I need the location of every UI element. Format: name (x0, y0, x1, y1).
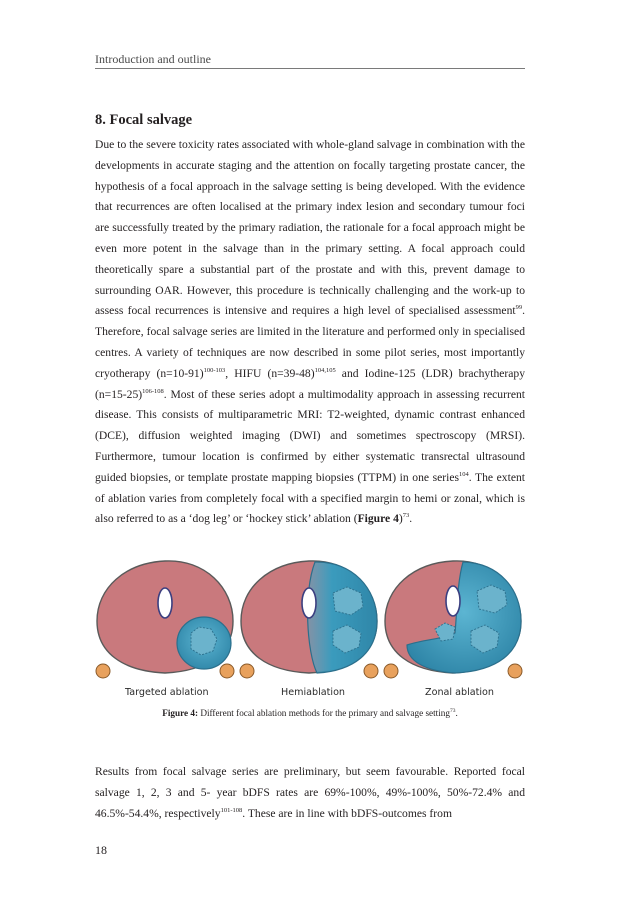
paragraph-text: , HIFU (n=39-48) (225, 366, 315, 380)
label-targeted-ablation: Targeted ablation (125, 687, 209, 698)
reference-superscript[interactable]: 104,105 (314, 366, 336, 374)
reference-superscript[interactable]: 73 (402, 512, 410, 520)
reference-superscript[interactable]: 101-108 (220, 806, 243, 814)
reference-superscript[interactable]: 104 (459, 470, 469, 478)
paragraph-text: Results from focal salvage series are preliminary, but seem favourable. Reported focal salvage 1, 2, 3 and 5- year bDFS rates are 69%-100%, 49%-100%, 50%-72.4% and 46.5%-54.4%, respectively (95, 765, 525, 820)
paragraph-text: . The extent of ablation varies from completely focal with a specified margin to hemi or zonal, which is also referred to as a ‘dog leg’ or ‘hockey stick’ ablation ( (95, 470, 525, 526)
figure-reference[interactable]: Figure 4 (357, 512, 399, 526)
prostate-targeted (96, 561, 234, 678)
reference-superscript[interactable]: 100-103 (203, 366, 226, 374)
paragraph-results (95, 762, 525, 824)
caption-label: Figure 4: (162, 708, 199, 718)
caption-text: . (455, 708, 458, 718)
reference-superscript[interactable]: 99 (515, 304, 523, 312)
prostate-zonal-ablation (384, 561, 522, 678)
label-hemiablation: Hemiablation (281, 687, 346, 698)
prostate-hemiablation (240, 561, 378, 678)
figure-caption (95, 708, 525, 718)
label-zonal-ablation: Zonal ablation (425, 687, 495, 698)
paragraph-text: and Iodine-125 (LDR) brachytherapy (n=15-25) (95, 366, 525, 401)
reference-superscript[interactable]: 106-108 (142, 387, 164, 395)
paragraph-text: ) (398, 512, 403, 526)
reference-superscript[interactable]: 73 (449, 708, 456, 714)
paragraph-text: . Therefore, focal salvage series are limited in the literature and performed only in specialised centres. A variety of techniques are now described in some pilot series, most importantly cryotherapy (n=10-91) (95, 304, 525, 380)
paragraph-text: . (409, 512, 413, 526)
ablation-illustration (95, 553, 525, 683)
running-header: Introduction and outline (95, 52, 211, 66)
figure-ablation-methods (95, 553, 525, 703)
paragraph-text: . These are in line with bDFS-outcomes from (242, 806, 452, 820)
section-title: 8. Focal salvage (95, 112, 193, 128)
caption-text: Different focal ablation methods for the primary and salvage setting (198, 708, 450, 718)
page-number: 18 (95, 843, 107, 857)
paragraph-text: . Most of these series adopt a multimodality approach in assessing recurrent disease. This consists of multiparametric MRI: T2-weighted, dynamic contrast enhanced (DCE), diffusion weighted imaging (DWI) and sometimes spectroscopy (MRSI). Furthermore, tumour location is confirmed by either systematic transrectal ultrasound guided biopsies, or template prostate mapping biopsies (TTPM) in one series (95, 387, 525, 484)
paragraph-text: Due to the severe toxicity rates associated with whole-gland salvage in combination with the developments in accurate staging and the attention on focally targeting prostate cancer, the hypothesis of a focal approach in the salvage setting is being developed. With the evidence that recurrences are often localised at the primary index lesion and secondary tumour foci are successfully treated by the primary radiation, the rationale for a focal approach might be even more potent in the salvage than in the primary setting. A focal approach could theoretically spare a substantial part of the prostate and with this, prevent damage to surrounding OAR. However, this procedure is technically challenging and the work-up to assess focal recurrences is intensive and requires a high level of specialised assessment (95, 138, 525, 318)
header-rule (95, 68, 525, 69)
paragraph-focal-salvage (95, 135, 525, 530)
